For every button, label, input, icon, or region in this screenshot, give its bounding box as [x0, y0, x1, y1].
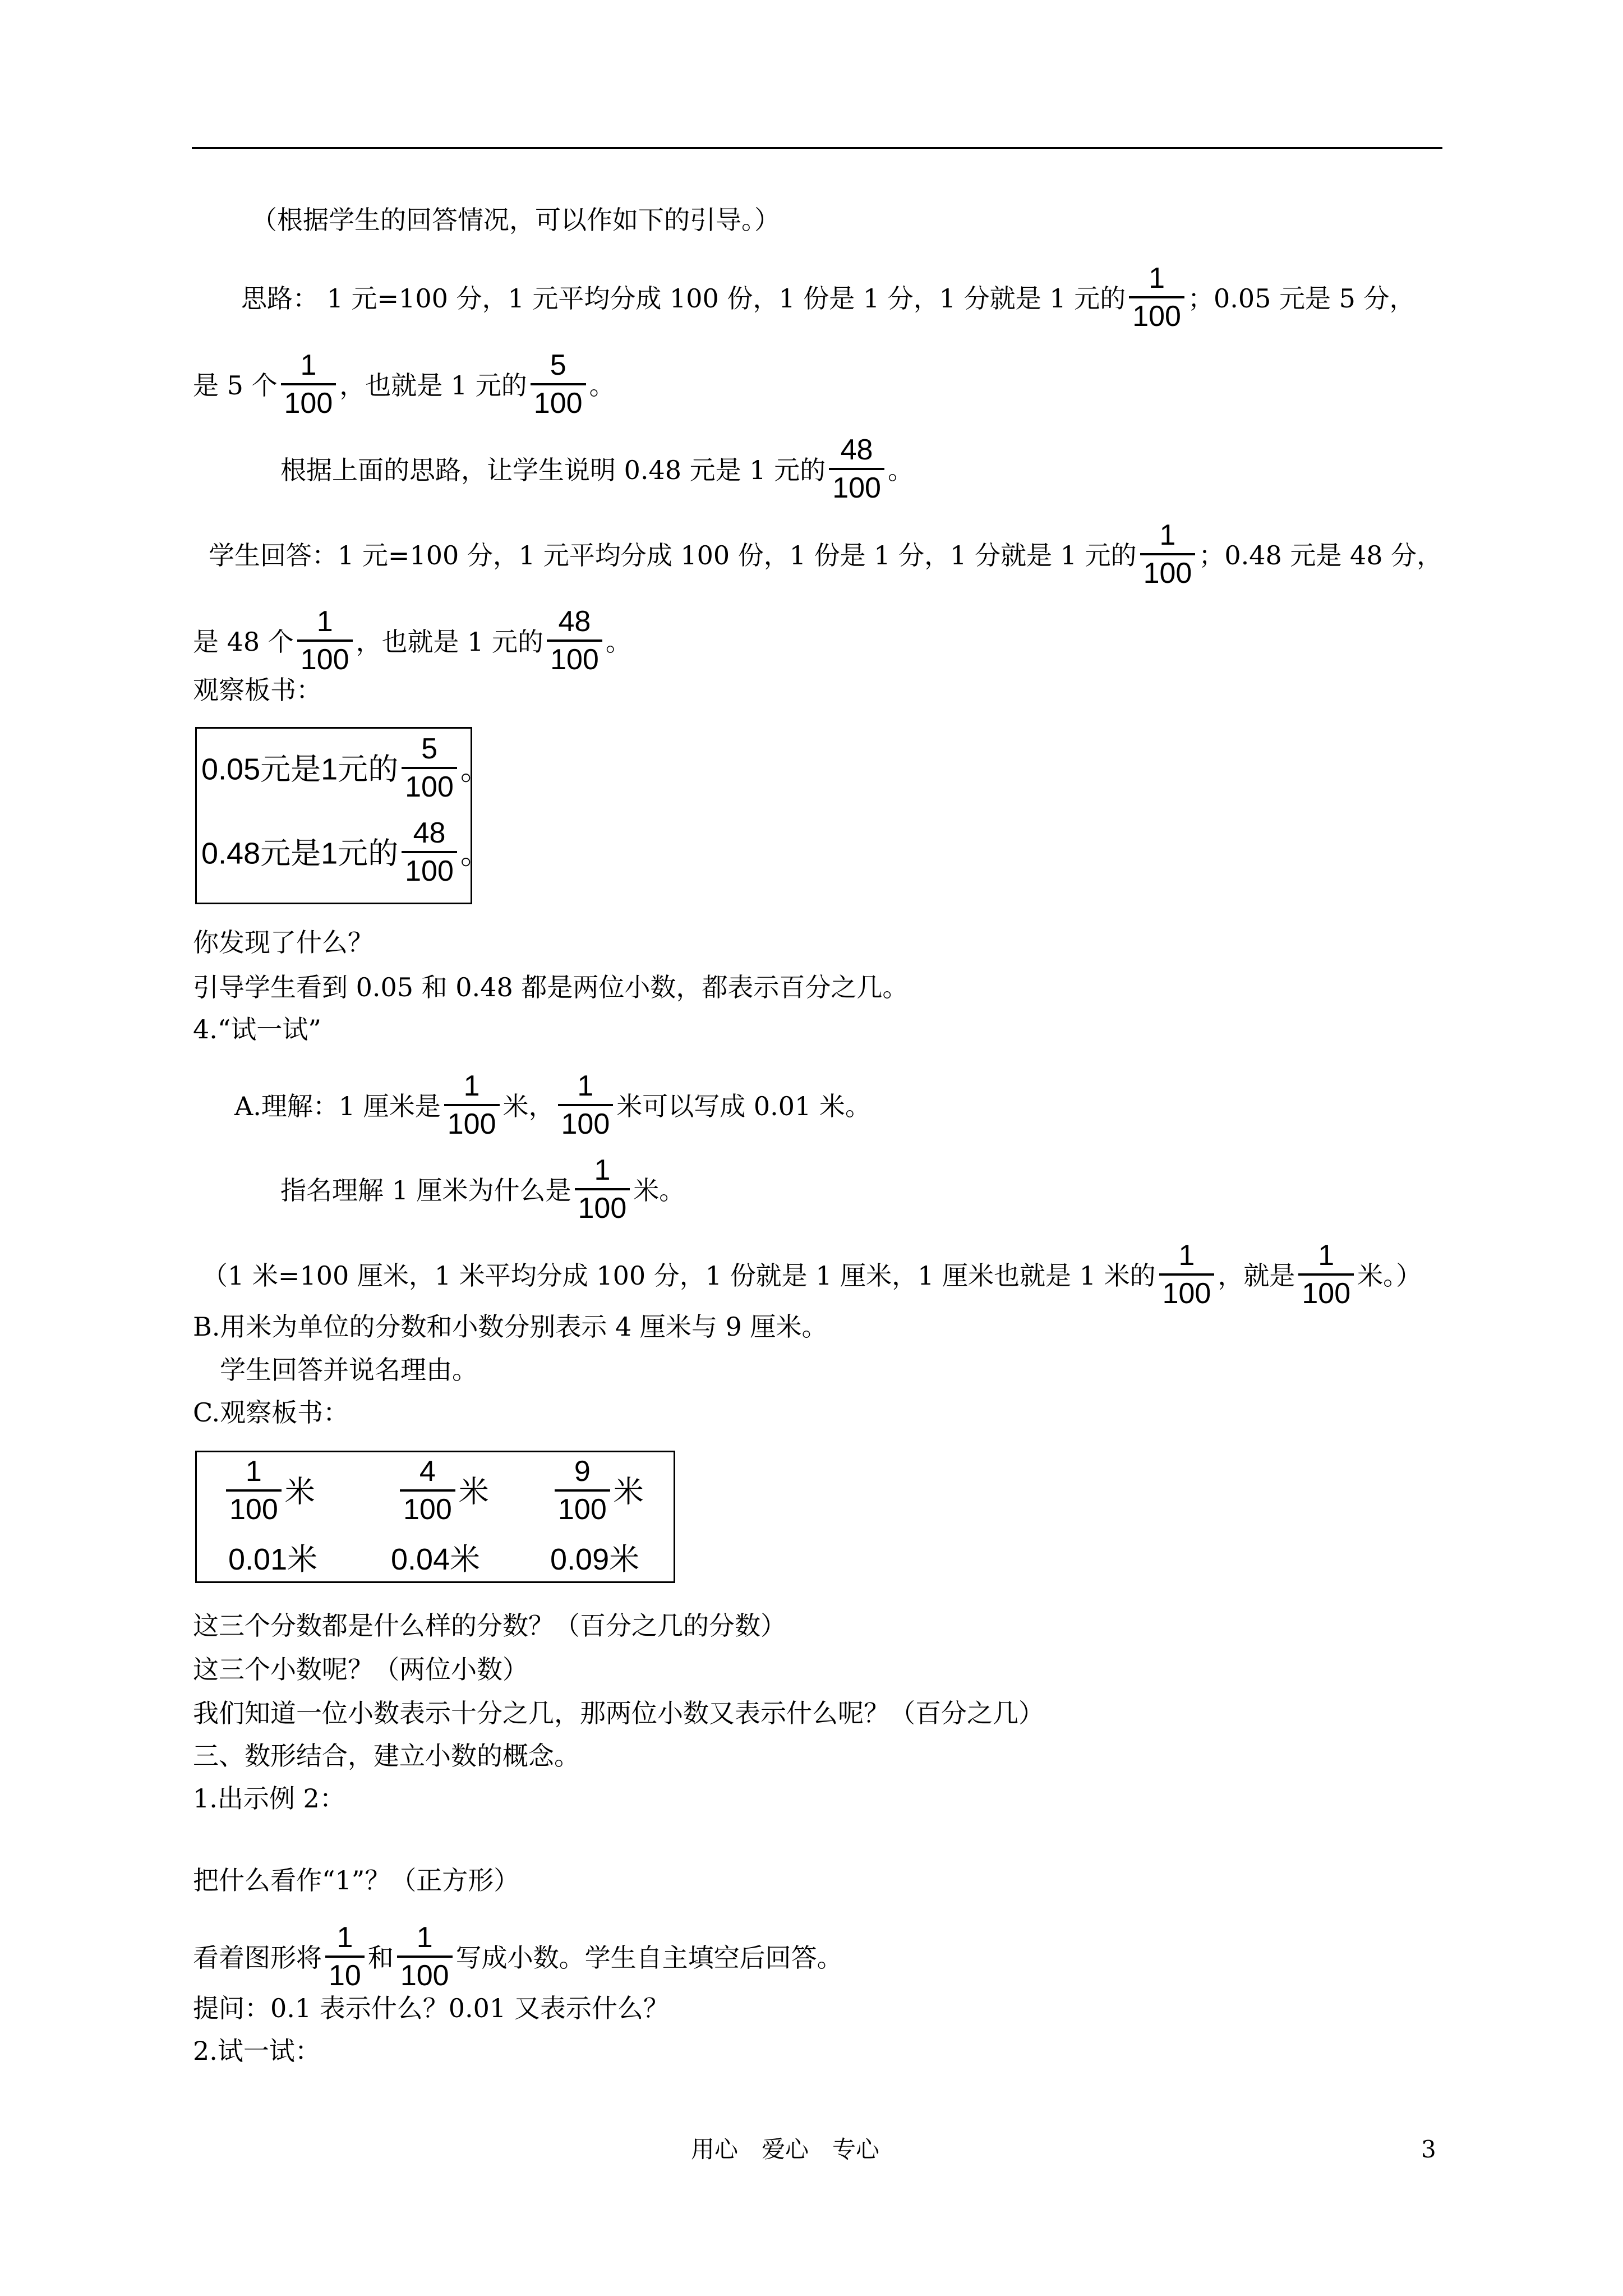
- fraction: $\frac{5}{100}$: [531, 347, 586, 421]
- paragraph-two-decimals: 引导学生看到 0.05 和 0.48 都是两位小数，都表示百分之几。: [193, 972, 909, 1002]
- label-observe-board-c: C.观察板书：: [193, 1397, 349, 1428]
- question-discover: 你发现了什么？: [193, 927, 374, 958]
- paragraph-idea: 思路： 1 元=100 分，1 元平均分成 100 份，1 份是 1 分，1 分就是 1 元的 $\frac{1}{100}$ ；0.05 元是 5 分，: [241, 264, 1415, 338]
- fraction: $\frac{1}{100}$: [1129, 260, 1184, 334]
- question-what-is-one: 把什么看作“1”？（正方形）: [193, 1865, 520, 1895]
- paragraph-meter-explain: （1 米=100 厘米，1 米平均分成 100 分，1 份就是 1 厘米，1 厘米也就是 1 米的 $\frac{1}{100}$ ，就是 $\frac{1}{100}$ 米。）: [202, 1241, 1422, 1315]
- question-meaning: 提问：0.1 表示什么？0.01 又表示什么？: [193, 1993, 669, 2023]
- fraction: $\frac{1}{100}$: [226, 1453, 282, 1527]
- paragraph-explain: 根据上面的思路，让学生说明 0.48 元是 1 元的 $\frac{48}{100}$ 。: [280, 435, 914, 509]
- fraction: $\frac{1}{100}$: [281, 347, 336, 421]
- question-two-decimals: 我们知道一位小数表示十分之几，那两位小数又表示什么呢？（百分之几）: [193, 1698, 1044, 1728]
- paragraph-student-answer: 学生回答：1 元=100 分，1 元平均分成 100 份，1 份是 1 分，1 分就是 1 元的 $\frac{1}{100}$ ；0.48 元是 48 分，: [209, 521, 1442, 595]
- paragraph-understand: A.理解：1 厘米是 $\frac{1}{100}$ 米， $\frac{1}{100}$ 米可以写成 0.01 米。: [234, 1071, 871, 1145]
- fraction: $\frac{1}{100}$: [297, 604, 353, 678]
- fraction: $\frac{1}{100}$: [1159, 1237, 1215, 1312]
- board-fraction-4: $\frac{4}{100}$ 米: [396, 1457, 489, 1531]
- blackboard-box-money: [195, 727, 491, 904]
- fraction: $\frac{1}{100}$: [1140, 517, 1196, 591]
- paragraph-guidance: （根据学生的回答情况，可以作如下的引导。）: [251, 205, 780, 235]
- paragraph-name-understand: 指名理解 1 厘米为什么是 $\frac{1}{100}$ 米。: [280, 1156, 685, 1230]
- fraction: $\frac{48}{100}$: [829, 432, 884, 506]
- page-number: 3: [1421, 2136, 1436, 2163]
- question-decimals: 这三个小数呢？（两位小数）: [193, 1654, 528, 1685]
- paragraph-write-decimals: 看着图形将 $\frac{1}{10}$ 和 $\frac{1}{100}$ 写成小数。学生自主填空后回答。: [193, 1923, 843, 1997]
- paragraph-idea-cont: 是 5 个 $\frac{1}{100}$ ，也就是 1 元的 $\frac{5}{100}$ 。: [193, 351, 615, 425]
- fraction: $\frac{1}{10}$: [325, 1920, 365, 1994]
- heading-section-three: 三、数形结合，建立小数的概念。: [193, 1741, 580, 1771]
- fraction: $\frac{1}{100}$: [444, 1068, 500, 1142]
- board-fraction-9: $\frac{9}{100}$ 米: [551, 1457, 644, 1531]
- paragraph-task-b: B.用米为单位的分数和小数分别表示 4 厘米与 9 厘米。: [193, 1312, 828, 1342]
- board-row-048: 0.48元是1元的 $\frac{48}{100}$ 。: [201, 818, 491, 892]
- paragraph-student-answer-cont: 是 48 个 $\frac{1}{100}$ ，也就是 1 元的 $\frac{48}{100}$ 。: [193, 607, 631, 681]
- header-rule: [192, 147, 1442, 149]
- label-observe-board: 观察板书：: [193, 675, 322, 705]
- board-row-005: 0.05元是1元的 $\frac{5}{100}$ 。: [201, 734, 491, 808]
- fraction: $\frac{1}{100}$: [397, 1920, 453, 1994]
- fraction: $\frac{5}{100}$: [402, 731, 457, 805]
- fraction: $\frac{1}{100}$: [558, 1068, 614, 1142]
- board-decimal-009: 0.09米: [550, 1543, 640, 1576]
- board-decimal-004: 0.04米: [391, 1543, 481, 1576]
- fraction: $\frac{48}{100}$: [547, 604, 602, 678]
- fraction: $\frac{48}{100}$: [402, 815, 457, 889]
- board-decimal-001: 0.01米: [228, 1543, 318, 1576]
- fraction: $\frac{4}{100}$: [400, 1453, 455, 1527]
- fraction: $\frac{1}{100}$: [575, 1152, 630, 1226]
- heading-try: 4.“试一试”: [193, 1014, 321, 1045]
- question-fractions: 这三个分数都是什么样的分数？（百分之几的分数）: [193, 1611, 786, 1641]
- blackboard-box-meters: [195, 1451, 675, 1583]
- paragraph-student-reason: 学生回答并说名理由。: [220, 1355, 478, 1385]
- fraction: $\frac{1}{100}$: [1298, 1237, 1354, 1312]
- heading-try-2: 2.试一试：: [193, 2036, 321, 2066]
- footer-motto: 用心 爱心 专心: [691, 2136, 880, 2163]
- board-fraction-1: $\frac{1}{100}$ 米: [223, 1457, 315, 1531]
- fraction: $\frac{9}{100}$: [555, 1453, 610, 1527]
- heading-example-2: 1.出示例 2：: [193, 1783, 345, 1814]
